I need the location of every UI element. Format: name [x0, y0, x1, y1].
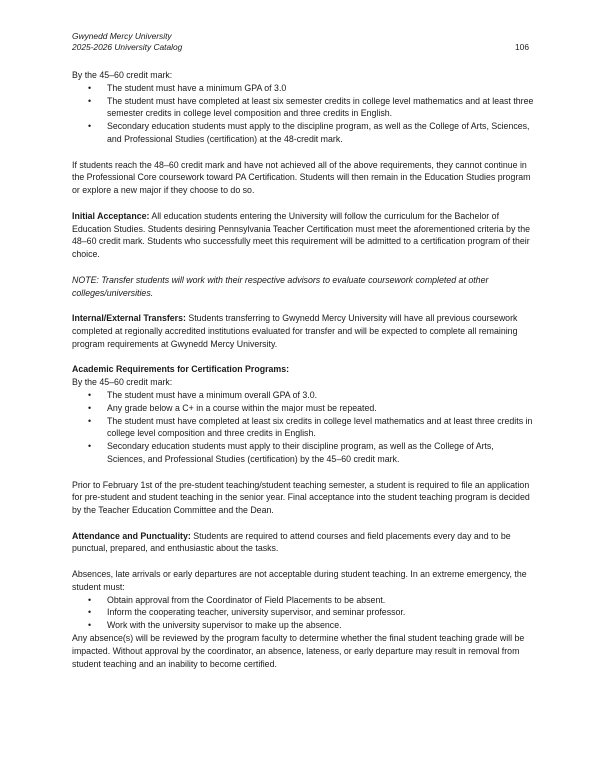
initial-acceptance-label: Initial Acceptance: — [72, 210, 150, 221]
list-item: • The student must have a minimum GPA of 3.0 — [88, 82, 287, 93]
academic-heading: Academic Requirements for Certification Programs: — [72, 364, 290, 375]
page-body — [72, 69, 534, 670]
initial-acceptance-paragraph: Initial Acceptance: All education students entering the University will follow the curriculum for the Bachelor of Education Studies. Students desiring Pennsylvania Teacher Certification must meet the aforementioned criteria by the 48–60 credit mark. Students who successfully meet this requirement will be admitted to a certification program of their choice. — [72, 210, 531, 260]
absences-bullet-list — [72, 594, 534, 632]
bullet-icon: • — [88, 402, 92, 413]
header-catalog: 2025-2026 University Catalog — [72, 42, 183, 52]
bullet-icon: • — [88, 594, 92, 605]
list-item: • The student must have a minimum overall GPA of 3.0. — [88, 389, 318, 400]
paragraph-48-60: If students reach the 48–60 credit mark and have not achieved all of the above requirements, they cannot continue in the Professional Core coursework toward PA Certification. Students will then remain in the Education Studies program or explore a new major if they choose to do so. — [72, 159, 531, 196]
attendance-label: Attendance and Punctuality: — [72, 530, 191, 541]
transfer-note: NOTE: Transfer students will work with their respective advisors to evaluate coursework completed at other colleges/universities. — [72, 274, 489, 298]
absences-intro: Absences, late arrivals or early departures are not acceptable during student teaching. In an extreme emergency, the student must: — [72, 569, 527, 592]
list-item: • Work with the university supervisor to make up the absence. — [88, 620, 342, 631]
list-item: • Secondary education students must apply to their discipline program, as well as the College of Arts, Sciences, and Professional Studies (certification) by the 45–60 credit mark. — [88, 441, 494, 464]
page-header — [72, 31, 182, 53]
list-item: • The student must have completed at least six semester credits in college level mathematics and at least three semester credits in college level composition and three credits in English. — [88, 95, 534, 119]
bullet-icon: • — [88, 389, 92, 400]
academic-bullet-list — [72, 389, 534, 466]
bullet-icon: • — [88, 95, 92, 106]
transfers-label: Internal/External Transfers: — [72, 313, 186, 324]
list-item: • The student must have completed at least six credits in college level mathematics and at least three credits in college level composition and three credits in English. — [88, 415, 533, 439]
header-university: Gwynedd Mercy University — [72, 31, 172, 41]
bullet-icon: • — [88, 82, 92, 93]
attendance-paragraph: Attendance and Punctuality: Students are required to attend courses and field placements every day and to be punctual, prepared, and enthusiastic about the tasks. — [72, 530, 511, 554]
list-item: • Any grade below a C+ in a course within the major must be repeated. — [88, 402, 377, 413]
list-item: • Inform the cooperating teacher, university supervisor, and seminar professor. — [88, 607, 406, 618]
bullet-icon: • — [88, 620, 92, 631]
bullet-icon: • — [88, 415, 92, 426]
bullet-icon: • — [88, 607, 92, 618]
academic-intro: By the 45–60 credit mark: — [72, 377, 173, 388]
section1-bullet-list — [72, 82, 534, 146]
page-number: 106 — [515, 42, 529, 52]
bullet-icon: • — [88, 441, 92, 452]
list-item: • Obtain approval from the Coordinator of Field Placements to be absent. — [88, 594, 386, 605]
list-item: • Secondary education students must apply to the discipline program, as well as the College of Arts, Sciences, and Professional Studies (certification) at the 48-credit mark. — [88, 121, 530, 144]
absences-closing: Any absence(s) will be reviewed by the program faculty to determine whether the final student teaching grade will be impacted. Without approval by the coordinator, an absence, lateness, or early departure may result in removal from student teaching and an inability to become certified. — [72, 633, 525, 669]
transfers-paragraph: Internal/External Transfers: Students transferring to Gwynedd Mercy University will have all previous coursework completed at regionally accredited institutions evaluated for transfer and will be expected to complete all remaining program requirements at Gwynedd Mercy University. — [72, 313, 518, 349]
february-paragraph: Prior to February 1st of the pre-student teaching/student teaching semester, a student is required to file an application for pre-student and student teaching in the senior year. Final acceptance into the student teaching program is decided by the Teacher Education Committee and the Dean. — [72, 479, 530, 516]
section1-intro: By the 45–60 credit mark: — [72, 70, 173, 80]
bullet-icon: • — [88, 121, 92, 132]
